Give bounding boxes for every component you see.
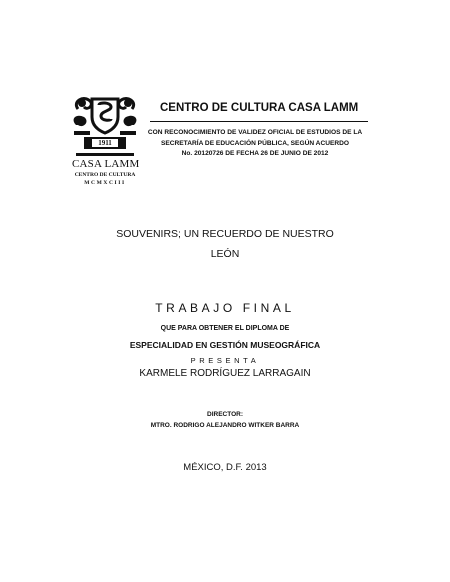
logo-roman-year: MCMXCIII [84,180,126,186]
thesis-title [100,224,350,264]
header-divider [150,121,368,122]
casa-lamm-logo [70,95,140,157]
thesis-title-line: SOUVENIRS; UN RECUERDO DE NUESTRO [116,228,334,240]
logo-year-plaque: 1911 [98,139,112,147]
degree-specialty: ESPECIALIDAD EN GESTIÓN MUSEOGRÁFICA [129,340,321,350]
presents-label: PRESENTA [190,356,260,365]
place-and-date: MÉXICO, D.F. 2013 [183,462,267,473]
accreditation-line: CON RECONOCIMIENTO DE VALIDEZ OFICIAL DE ESTUDIOS DE LA [147,129,363,136]
institution-name: CENTRO DE CULTURA CASA LAMM [160,102,359,114]
accreditation-line: SECRETARÍA DE EDUCACIÓN PÚBLICA, SEGÚN ACUERDO [160,139,350,147]
director-name: MTRO. RODRIGO ALEJANDRO WITKER BARRA [150,422,300,429]
accreditation-line: No. 20120726 DE FECHA 26 DE JUNIO DE 2012 [181,150,329,157]
logo-name: CASA LAMM [72,158,140,170]
accreditation-statement [140,128,370,160]
logo-subtitle: CENTRO DE CULTURA [74,172,136,178]
thesis-title-line: LEÓN [210,248,240,260]
author-name: KARMELE RODRÍGUEZ LARRAGAIN [139,368,311,379]
casa-lamm-emblem-icon [70,95,140,157]
director-label: DIRECTOR: [207,411,243,418]
work-type: TRABAJO FINAL [155,301,295,315]
degree-purpose: QUE PARA OBTENER EL DIPLOMA DE [160,325,290,332]
